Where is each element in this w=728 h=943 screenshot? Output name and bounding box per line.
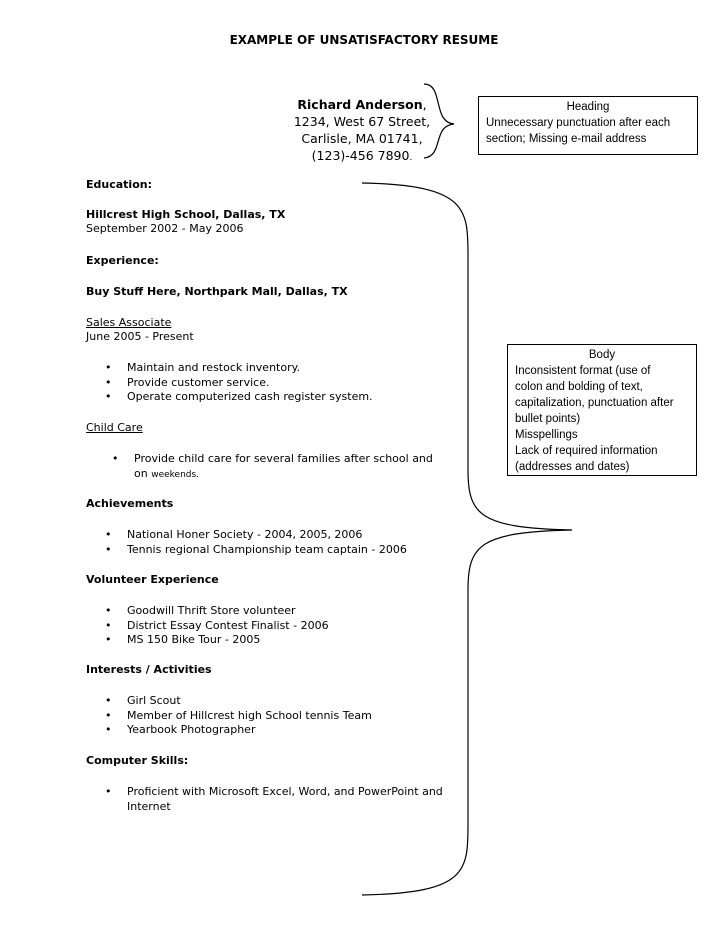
list-item-text-small: weekends. [151,469,200,480]
list-item [86,709,466,724]
heading-note-box [478,96,698,155]
experience-heading: Experience: [86,254,159,267]
bullet-icon: • [105,633,112,646]
body-note-box [507,344,697,476]
header-name-line [282,96,442,113]
volunteer-list [86,604,466,648]
bullet-icon: • [105,723,112,736]
heading-note-line: Unnecessary punctuation after each [486,117,671,129]
body-note-line: (addresses and dates) [515,461,630,473]
child-care-list [86,452,466,482]
list-item-text: on [134,466,148,480]
achievements-list [86,528,466,557]
bullet-icon: • [105,618,112,632]
interests-list [86,694,466,738]
interests-heading: Interests / Activities [86,663,212,676]
job-title-sales-associate: Sales Associate [86,316,172,329]
list-item [86,785,466,814]
address-line-1: 1234, West 67 Street, [293,114,431,129]
list-item [86,633,466,648]
list-item [86,376,466,391]
bullet-icon: • [105,785,112,798]
bullet-icon: • [105,375,112,389]
heading-note-line: section; Missing e-mail address [486,133,647,145]
list-item-text: Maintain and restock inventory. [127,361,301,374]
list-item-text: Internet [127,799,171,813]
body-note-line: Inconsistent format (use of [515,365,651,377]
body-note-line: bullet points) [515,413,581,425]
list-item [86,528,466,543]
list-item-text: Yearbook Photographer [127,723,256,736]
list-item-text: National Honer Society - 2004, 2005, 2006 [127,528,363,541]
list-item-text: Member of Hillcrest high School tennis Team [127,708,372,722]
list-item [86,390,466,405]
job-duties-list [86,361,466,405]
heading-note-title: Heading [566,101,610,113]
list-item [86,619,466,634]
bullet-icon: • [105,390,112,403]
bullet-icon: • [112,452,119,465]
list-item-text: Tennis regional Championship team captain - 2006 [127,542,407,556]
list-item-text: Goodwill Thrift Store volunteer [127,604,296,617]
bullet-icon: • [105,361,112,374]
skills-list [86,785,466,814]
employer-name: Buy Stuff Here, Northpark Mall, Dallas, TX [86,285,348,298]
list-item [86,723,466,738]
phone-number: (123)-456 7890 [311,148,410,163]
school-dates: September 2002 - May 2006 [86,222,244,235]
page-title: EXAMPLE OF UNSATISFACTORY RESUME [229,33,499,47]
body-note-line: colon and bolding of text, [515,381,643,393]
name-punctuation: , [422,97,427,112]
address-line-2: Carlisle, MA 01741, [301,131,423,146]
list-item-text: Operate computerized cash register system. [127,390,373,403]
education-heading: Education: [86,178,152,191]
list-item-text: Provide child care for several families after school and [134,452,433,465]
body-note-title: Body [588,349,616,361]
list-item [86,694,466,709]
list-item [86,604,466,619]
body-note-line: Lack of required information [515,445,658,457]
job-title-child-care: Child Care [86,421,143,434]
phone-punctuation: . [409,153,413,163]
list-item-text: Girl Scout [127,694,181,707]
list-item-text: MS 150 Bike Tour - 2005 [127,633,261,646]
phone-line [282,147,442,167]
bullet-icon: • [105,542,112,556]
body-note-line: capitalization, punctuation after [515,397,674,409]
list-item [86,452,466,482]
list-item-text: Provide customer service. [127,375,270,389]
school-name: Hillcrest High School, Dallas, TX [86,208,286,221]
applicant-name: Richard Anderson [297,97,423,112]
volunteer-heading: Volunteer Experience [86,573,219,586]
achievements-heading: Achievements [86,497,174,510]
job-dates: June 2005 - Present [86,330,194,343]
bullet-icon: • [105,694,112,707]
bullet-icon: • [105,604,112,617]
bullet-icon: • [105,528,112,541]
list-item [86,361,466,376]
skills-heading: Computer Skills: [86,754,189,767]
bullet-icon: • [105,708,112,722]
body-note-line: Misspellings [515,429,578,441]
resume-header [282,96,442,167]
list-item-text: District Essay Contest Finalist - 2006 [127,618,329,632]
list-item [86,543,466,558]
list-item-text: Proficient with Microsoft Excel, Word, and PowerPoint and [127,785,443,798]
